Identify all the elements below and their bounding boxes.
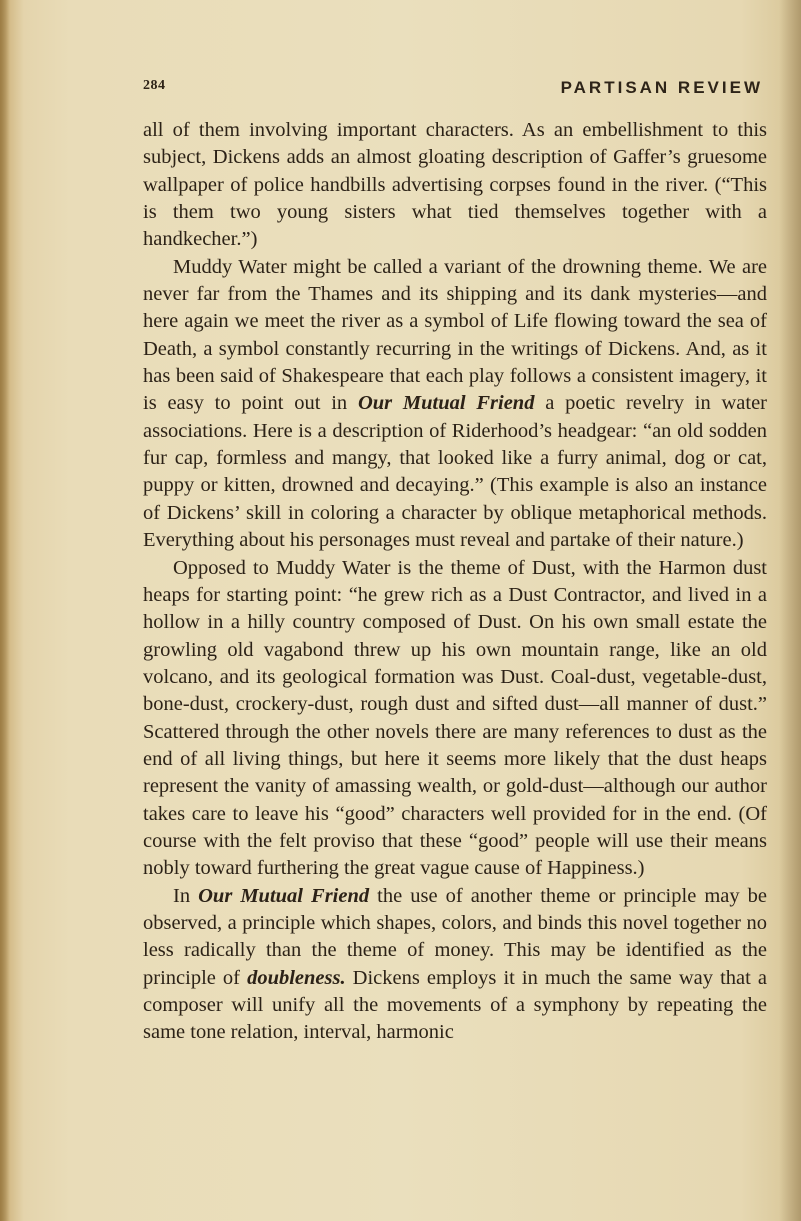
- italic-title-text: doubleness.: [247, 966, 346, 989]
- page-number: 284: [143, 78, 166, 93]
- paragraph-text: a poetic revelry in water associations. Here is a description of Riderhood’s headgear: “an old sodden fur cap, formless and mangy, that looked like a furry animal, dog or cat, puppy or kitten, drowned and decaying.” (This example is also an instance of Dickens’ skill in coloring a character by oblique metaphorical methods. Everything about his personages must reveal and partake of their nature.): [143, 392, 768, 552]
- paragraph: [143, 117, 767, 254]
- paragraph-text: Muddy Water might be called a variant of the drowning theme. We are never far from the Thames and its shipping and its dank mysteries—and here again we meet the river as a symbol of Life flowing toward the sea of Death, a symbol constantly recurring in the writings of Dickens. And, as it has been said of Shakespeare that each play follows a consistent imagery, it is easy to point out in: [143, 255, 767, 415]
- body-text: [143, 117, 767, 1047]
- paragraph-text: Opposed to Muddy Water is the theme of Dust, with the Harmon dust heaps for starting point: “he grew rich as a Dust Contractor, and lived in a hollow in a hilly country composed of Dust. On his own small estate the growling old vagabond threw up his own mountain range, like an old volcano, and its geological formation was Dust. Coal-dust, vegetable-dust, bone-dust, crockery-dust, rough dust and sifted dust—all manner of dust.” Scattered through the other novels there are many references to dust as the end of all living things, but here it seems more likely that the dust heaps represent the vanity of amassing wealth, or gold-dust—although our author takes care to leave his “good” characters well provided for in the end. (Of course with the felt proviso that these “good” people will use their means nobly toward furthering the great vague cause of Happiness.): [143, 556, 767, 880]
- paragraph-text: In: [173, 884, 199, 907]
- italic-title-text: Our Mutual Friend: [198, 884, 370, 907]
- running-head: [143, 78, 763, 102]
- page-edge-shadow: [779, 0, 801, 1221]
- italic-title-text: Our Mutual Friend: [357, 392, 535, 415]
- spine-shadow: [0, 0, 10, 1221]
- paragraph-text: Dickens employs it in much the same way that a composer will unify all the movements of a symphony by repeating the same tone relation, interval, harmonic: [143, 966, 767, 1044]
- paragraph-text: all of them involving important characters. As an embellishment to this subject, Dickens adds an almost gloating description of Gaffer’s gruesome wallpaper of police handbills advertising corpses found in the river. (“This is them two young sisters what tied themselves together with a handkecher.”): [143, 119, 767, 251]
- paragraph: [143, 254, 767, 555]
- journal-title: PARTISAN REVIEW: [560, 78, 763, 97]
- paragraph: [143, 883, 767, 1047]
- paragraph: [143, 555, 767, 883]
- paragraph-text: the use of another theme or principle may be observed, a principle which shapes, colors, and binds this novel together no less radically than the theme of money. This may be identified as the principle of: [143, 884, 767, 989]
